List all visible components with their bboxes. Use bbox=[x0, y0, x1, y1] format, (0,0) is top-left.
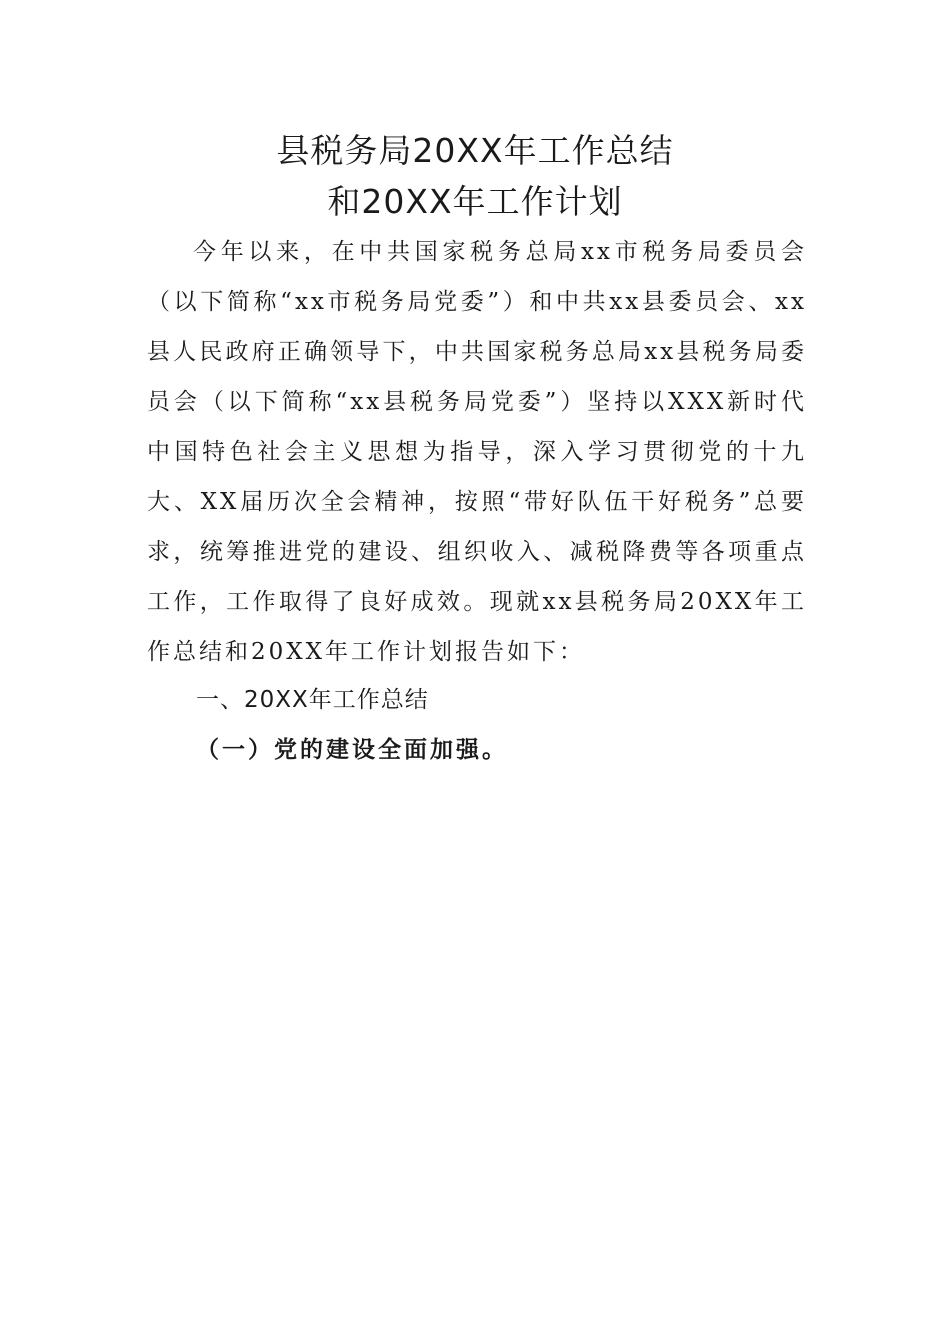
subsection-heading: （一）党的建设全面加强。 bbox=[196, 736, 508, 763]
intro-paragraph: 今年以来，在中共国家税务总局xx市税务局委员会（以下简称“xx市税务局党委”）和中共xx县委员会、xx县人民政府正确领导下，中共国家税务总局xx县税务局委员会（以下简称“xx县税务局党委”）坚持以XXX新时代中国特色社会主义思想为指导，深入学习贯彻党的十九大、XX届历次全会精神，按照“带好队伍干好税务”总要求，统筹推进党的建设、组织收入、减税降费等各项重点工作，工作取得了良好成效。现就xx县税务局20XX年工作总结和20XX年工作计划报告如下： bbox=[147, 239, 807, 665]
section-heading: 一、20XX年工作总结 bbox=[196, 687, 429, 713]
document-title-line-2: 和20XX年工作计划 bbox=[327, 182, 623, 221]
document-title-line-1: 县税务局20XX年工作总结 bbox=[276, 131, 674, 170]
